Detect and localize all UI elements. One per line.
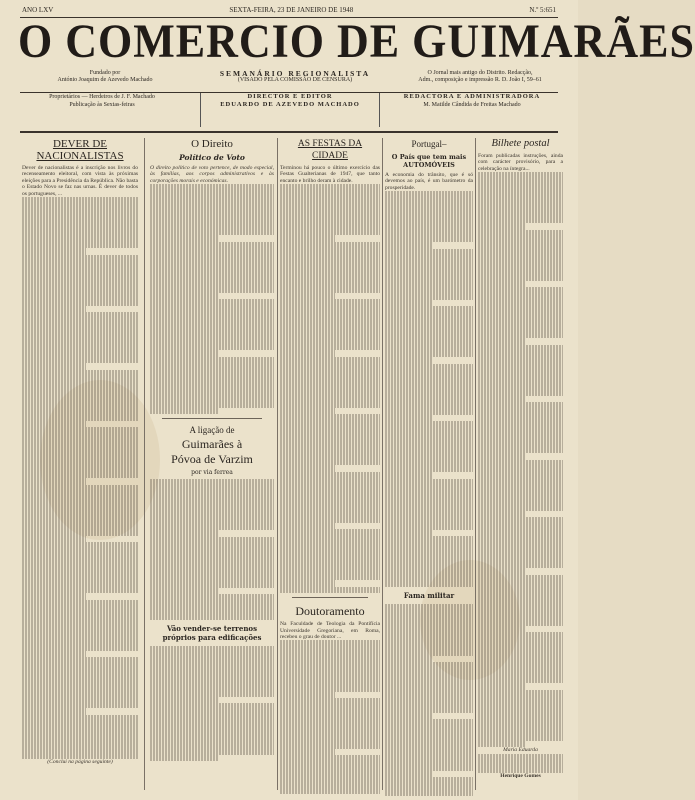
article-text-lines xyxy=(478,754,563,773)
section-separator xyxy=(292,597,368,598)
text-line xyxy=(150,613,274,619)
bottom-notice xyxy=(478,754,563,773)
article-subheading: Político de Voto xyxy=(179,153,245,162)
text-line xyxy=(280,587,380,593)
column-divider xyxy=(144,138,145,790)
article-lead: A economia do trânsito, que é só devemos ao país, é um barómetro da prosperidade. xyxy=(385,172,473,191)
weekly-label: SEMANÁRIO REGIONALISTA xyxy=(219,69,371,78)
article-lead: Terminou há pouco o último exercício das Festas Gualterianas de 1947, que tanto encanto e brilho deram à cidade. xyxy=(280,165,380,184)
railway-byline: por via ferrea xyxy=(191,469,233,477)
owners-line: Proprietários — Herdeiros de J. F. Machado xyxy=(49,94,155,100)
military-heading: Fama militar xyxy=(403,591,455,601)
railway-title-3: Póvoa de Varzim xyxy=(171,452,253,467)
article-heading: Portugal– xyxy=(411,139,447,149)
article-text-lines xyxy=(280,640,380,793)
weekly-block xyxy=(195,70,395,92)
text-line xyxy=(22,753,138,759)
date-label: SEXTA-FEIRA, 23 DE JANEIRO DE 1948 xyxy=(229,6,354,14)
article-text-lines xyxy=(280,184,380,593)
continued-note: (Conclui na página seguinte) xyxy=(47,759,113,766)
column-divider xyxy=(382,138,383,790)
director-block xyxy=(200,93,380,127)
column-divider xyxy=(475,138,476,790)
doctorate-title: Doutoramento xyxy=(295,604,365,619)
issue-number: N.º 5:651 xyxy=(529,6,556,14)
admin-block xyxy=(382,93,562,127)
article-body xyxy=(150,165,274,414)
article-body xyxy=(280,165,380,593)
section-separator xyxy=(162,418,262,419)
text-line xyxy=(150,408,218,414)
censor-note: (VISADO PELA COMISSÃO DE CENSURA) xyxy=(237,77,353,83)
text-line xyxy=(478,741,525,747)
doctorate-lead: Na Faculdade de Teologia da Pontifícia Universidade Gregoriana, em Roma, recebeu o grau de doutor ... xyxy=(280,621,380,641)
article-heading: DEVER DE NACIONALISTAS xyxy=(36,138,124,162)
oldest-line: O Jornal mais antigo do Distrito. Redacção, xyxy=(427,70,533,76)
year-label: ANO LXV xyxy=(22,6,54,14)
column-city-festivals xyxy=(280,138,380,793)
article-text-lines xyxy=(150,479,274,620)
column-postcard xyxy=(478,138,563,793)
railway-title-2: Guimarães à xyxy=(181,437,243,452)
masthead-title: O COMERCIO DE GUIMARÃES xyxy=(18,14,695,68)
article-heading: O Direito xyxy=(191,138,233,150)
director-name: EDUARDO DE AZEVEDO MACHADO xyxy=(220,101,360,108)
article-text-lines xyxy=(385,604,473,796)
article-text-lines xyxy=(150,646,274,761)
doctorate-body xyxy=(280,621,380,794)
column-divider xyxy=(277,138,278,790)
article-body xyxy=(385,172,473,587)
article-subheading: O País que tem mais xyxy=(391,153,467,161)
article-text-lines xyxy=(22,197,138,759)
column-right-to-vote xyxy=(150,138,274,793)
text-line xyxy=(478,767,563,773)
article-text-lines xyxy=(478,172,563,747)
text-line xyxy=(385,581,473,587)
text-line xyxy=(280,787,380,793)
publication-line: Publicação às Sextas-feiras xyxy=(69,102,135,108)
column-automobiles xyxy=(385,138,473,793)
owners-block xyxy=(22,93,182,127)
land-sale-heading: Vão vender-se terrenos próprios para edificações xyxy=(162,623,262,642)
article-heading: Bilhete postal xyxy=(491,138,550,149)
article-lead: Dever de nacionalistas é a inscrição nos livros do recenseamento eleitoral, com vista às próximas eleições para a Presidência da República. Não basta o Estado Novo se faz nas urnas. É dever de todos os portugueses, ... xyxy=(22,165,138,197)
railway-title: A ligação de xyxy=(189,425,235,436)
founded-label: Fundado por xyxy=(89,70,121,76)
bottom-author: Henrique Gomes xyxy=(500,772,541,779)
signature: Maria Eduarda xyxy=(503,747,538,754)
oldest-block xyxy=(395,70,565,92)
land-sale-body xyxy=(150,646,274,761)
article-body xyxy=(22,165,138,759)
article-heading: AS FESTAS DA CIDADE xyxy=(297,139,363,161)
article-body xyxy=(478,153,563,747)
article-lead: Foram publicadas instruções, ainda com carácter provisório, para a celebração na íntegra... xyxy=(478,153,563,172)
staff-rule-bottom xyxy=(20,131,558,133)
text-line xyxy=(385,790,473,796)
director-label: DIRECTOR E EDITOR xyxy=(247,93,333,100)
railway-body xyxy=(150,479,274,620)
admin-name: M. Matilde Cândida de Freitas Machado xyxy=(423,102,521,108)
admin-label: REDACTORA E ADMINISTRADORA xyxy=(403,93,541,100)
article-subheading-2: AUTOMÓVEIS xyxy=(403,161,455,169)
founder-name: António Joaquim de Azevedo Machado xyxy=(57,77,153,83)
article-lead: O direito político de voto pertence, de modo especial, às famílias, aos corpos administrativos e às corporações morais e económicas. xyxy=(150,165,274,184)
military-body xyxy=(385,604,473,796)
column-nationalists xyxy=(22,138,138,793)
founder-block xyxy=(30,70,180,92)
address-line: Adm., composição e impressão R. D. João I, 59–61 xyxy=(418,77,542,83)
text-line xyxy=(150,755,218,761)
article-text-lines xyxy=(150,184,274,414)
article-text-lines xyxy=(385,191,473,587)
